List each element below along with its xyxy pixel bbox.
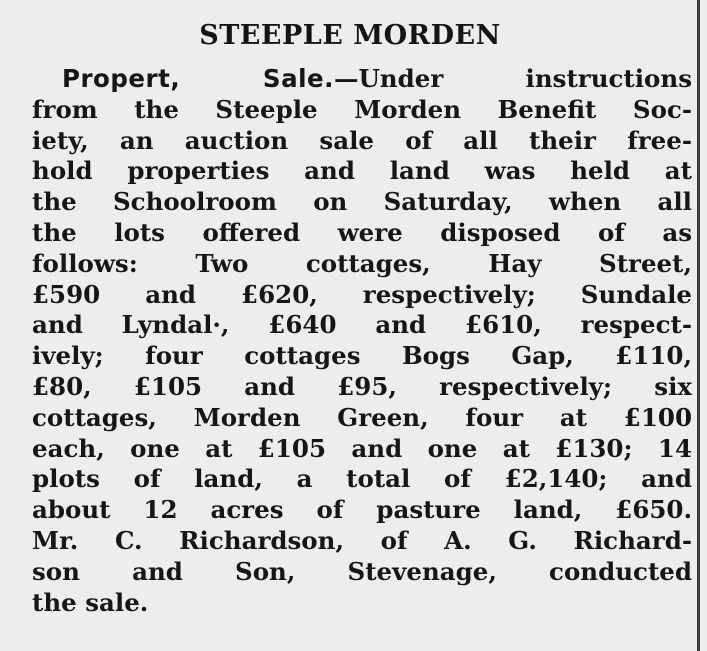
article-line-1-text: —Under instructions: [333, 64, 692, 93]
article-headline: STEEPLE MORDEN: [199, 20, 501, 51]
article-line-1: [32, 64, 692, 95]
article-line-16: Mr. C. Richardson, of A. G. Richard-: [32, 525, 692, 555]
article-line-6: the lots offered were disposed of as: [32, 217, 692, 247]
article-line-10: ively; four cottages Bogs Gap, £110,: [32, 341, 692, 371]
column-rule: [697, 0, 700, 651]
article-line-8: £590 and £620, respectively; Sundale: [32, 279, 692, 309]
article-line-13: each, one at £105 and one at £130; 14: [32, 433, 692, 463]
article-line-9: and Lyndal·, £640 and £610, respect-: [32, 310, 692, 340]
article-line-14: plots of land, a total of £2,140; and: [32, 464, 692, 494]
article-lead-title: Propert, Sale.: [62, 64, 334, 93]
article-line-4: hold properties and land was held at: [32, 156, 692, 186]
article-line-7: follows: Two cottages, Hay Street,: [32, 248, 692, 278]
article-line-15: about 12 acres of pasture land, £650.: [32, 495, 692, 525]
article-line-11: £80, £105 and £95, respectively; six: [32, 371, 692, 401]
article-body: [32, 64, 692, 618]
article-line-18: the sale.: [32, 587, 149, 617]
article-line-3: iety, an auction sale of all their free-: [32, 125, 692, 155]
article-line-12: cottages, Morden Green, four at £100: [32, 402, 692, 432]
article-line-2: from the Steeple Morden Benefit Soc-: [32, 94, 692, 124]
article-line-5: the Schoolroom on Saturday, when all: [32, 187, 692, 217]
article-line-17: son and Son, Stevenage, conducted: [32, 556, 692, 586]
